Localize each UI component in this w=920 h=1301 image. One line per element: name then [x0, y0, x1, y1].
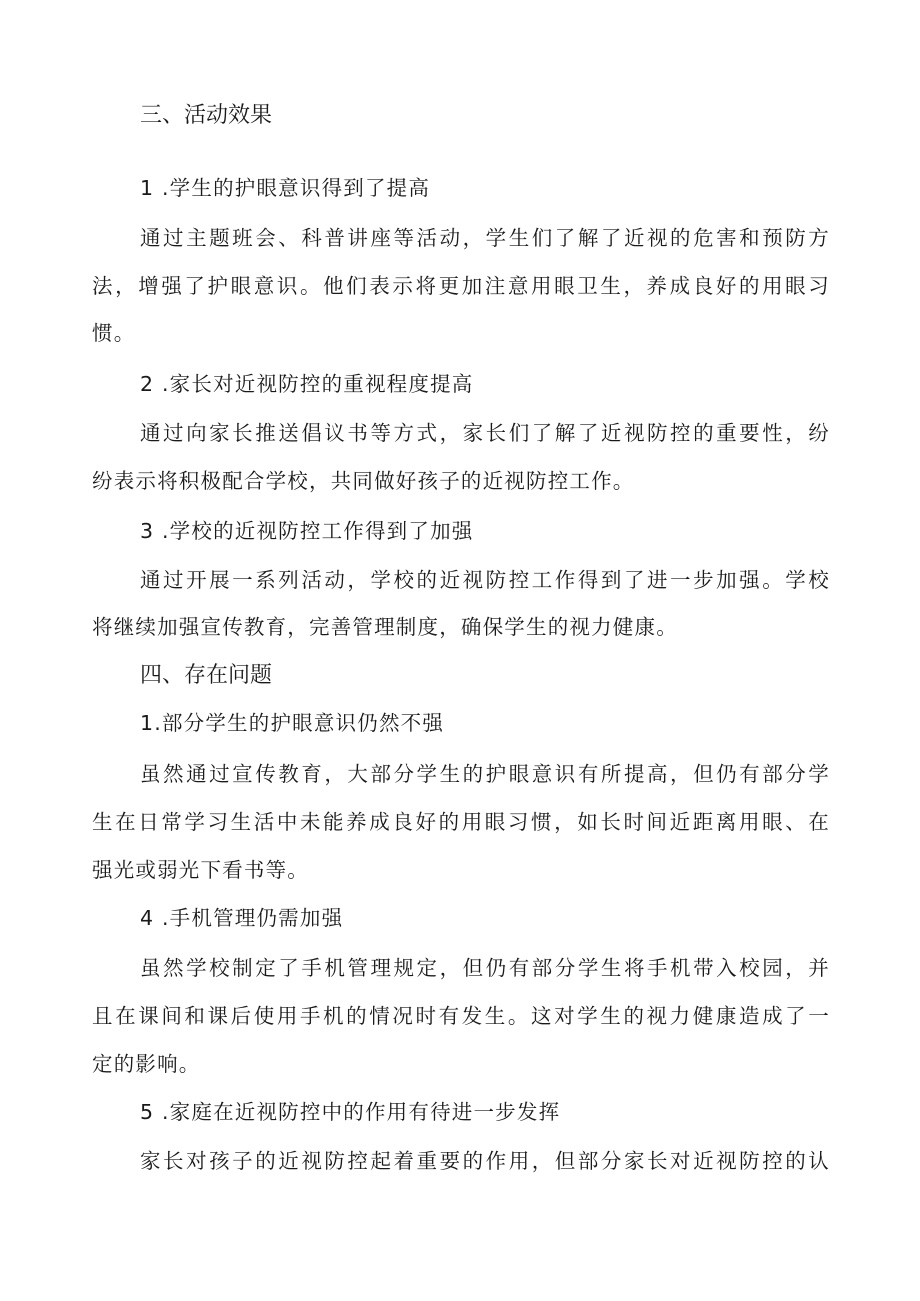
- section-3-item-2-line-1: 通过向家长推送倡议书等方式，家长们了解了近视防控的重要性，纷: [140, 421, 830, 445]
- section-3-item-3-heading: 3 .学校的近视防控工作得到了加强: [140, 519, 474, 543]
- section-4-item-2-line-3: 定的影响。: [92, 1052, 201, 1076]
- section-3-item-3-line-2: 将继续加强宣传教育，完善管理制度，确保学生的视力健康。: [92, 615, 678, 639]
- section-4-item-2-heading: 4 .手机管理仍需加强: [140, 906, 344, 930]
- section-3-item-1-line-2: 法，增强了护眼意识。他们表示将更加注意用眼卫生，养成良好的用眼习: [92, 274, 830, 298]
- section-3-item-1-line-1: 通过主题班会、科普讲座等活动，学生们了解了近视的危害和预防方: [140, 226, 830, 250]
- section-3-item-2-line-2: 纷表示将积极配合学校，共同做好孩子的近视防控工作。: [92, 469, 635, 493]
- section-4-item-1-line-2: 生在日常学习生活中未能养成良好的用眼习惯，如长时间近距离用眼、在: [92, 810, 830, 834]
- section-4-item-3-heading: 5 .家庭在近视防控中的作用有待进一步发挥: [140, 1100, 561, 1124]
- section-4-title: 四、存在问题: [140, 663, 273, 688]
- section-3-item-1-line-3: 惯。: [92, 321, 136, 345]
- section-4-item-1-line-3: 强光或弱光下看书等。: [92, 858, 309, 882]
- section-4-item-2-line-2: 且在课间和课后使用手机的情况时有发生。这对学生的视力健康造成了一: [92, 1004, 830, 1028]
- section-3-item-3-line-1: 通过开展一系列活动，学校的近视防控工作得到了进一步加强。学校: [140, 568, 830, 592]
- section-4-item-2-line-1: 虽然学校制定了手机管理规定，但仍有部分学生将手机带入校园，并: [140, 956, 830, 980]
- section-4-item-1-heading: 1.部分学生的护眼意识仍然不强: [140, 711, 445, 735]
- section-4-item-3-line-1: 家长对孩子的近视防控起着重要的作用，但部分家长对近视防控的认: [140, 1149, 830, 1173]
- section-3-item-1-heading: 1 .学生的护眼意识得到了提高: [140, 176, 431, 200]
- section-3-item-2-heading: 2 .家长对近视防控的重视程度提高: [140, 372, 474, 396]
- section-3-title: 三、活动效果: [140, 103, 273, 128]
- section-4-item-1-line-1: 虽然通过宣传教育，大部分学生的护眼意识有所提高，但仍有部分学: [140, 762, 830, 786]
